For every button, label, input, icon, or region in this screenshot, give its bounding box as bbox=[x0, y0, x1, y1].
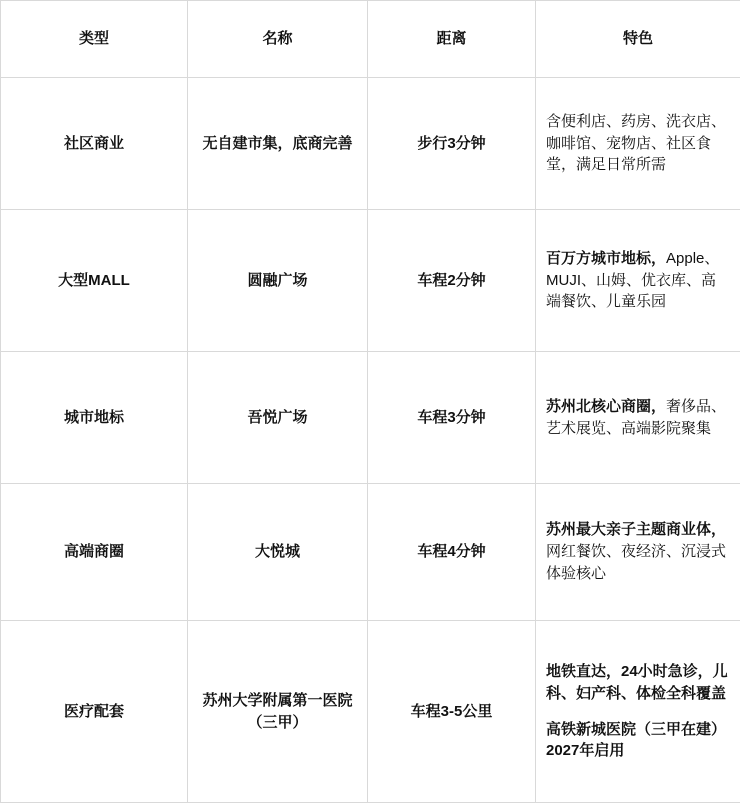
feature-rest: 含便利店、药房、洗衣店、咖啡馆、宠物店、社区食堂，满足日常所需 bbox=[546, 113, 726, 174]
feature-lead: 百万方城市地标， bbox=[546, 250, 666, 267]
feature-rest: 网红餐饮、夜经济、沉浸式体验核心 bbox=[546, 543, 726, 582]
table-body bbox=[1, 78, 740, 803]
cell-feature bbox=[536, 352, 740, 484]
feature-line bbox=[546, 248, 730, 313]
cell-type: 高端商圈 bbox=[1, 484, 188, 621]
table-header bbox=[1, 1, 740, 78]
cell-feature bbox=[536, 210, 740, 352]
cell-distance: 步行3分钟 bbox=[368, 78, 536, 210]
cell-distance: 车程3分钟 bbox=[368, 352, 536, 484]
cell-distance: 车程4分钟 bbox=[368, 484, 536, 621]
feature-line bbox=[546, 519, 730, 584]
column-header-distance: 距离 bbox=[368, 1, 536, 78]
cell-name: 圆融广场 bbox=[188, 210, 368, 352]
column-header-feature: 特色 bbox=[536, 1, 740, 78]
cell-type: 社区商业 bbox=[1, 78, 188, 210]
cell-name: 苏州大学附属第一医院（三甲） bbox=[188, 621, 368, 803]
feature-rest: Apple、MUJI、山姆、优衣库、高端餐饮、儿童乐园 bbox=[546, 250, 719, 311]
cell-type: 医疗配套 bbox=[1, 621, 188, 803]
feature-extra-line: 高铁新城医院（三甲在建）2027年启用 bbox=[546, 719, 730, 763]
table-row bbox=[1, 210, 740, 352]
column-header-name: 名称 bbox=[188, 1, 368, 78]
feature-lead: 苏州北核心商圈， bbox=[546, 398, 666, 415]
table-row bbox=[1, 352, 740, 484]
feature-lead: 苏州最大亲子主题商业体， bbox=[546, 521, 726, 538]
table-row bbox=[1, 484, 740, 621]
feature-line bbox=[546, 111, 730, 176]
column-header-type: 类型 bbox=[1, 1, 188, 78]
cell-type: 城市地标 bbox=[1, 352, 188, 484]
cell-name: 吾悦广场 bbox=[188, 352, 368, 484]
table-row bbox=[1, 78, 740, 210]
table-row bbox=[1, 621, 740, 803]
cell-distance: 车程3-5公里 bbox=[368, 621, 536, 803]
feature-lead: 地铁直达，24小时急诊，儿科、妇产科、体检全科覆盖 bbox=[546, 663, 728, 702]
cell-name: 大悦城 bbox=[188, 484, 368, 621]
cell-feature bbox=[536, 78, 740, 210]
feature-line bbox=[546, 661, 730, 705]
feature-line bbox=[546, 396, 730, 440]
feature-rest: 奢侈品、艺术展览、高端影院聚集 bbox=[546, 398, 726, 437]
cell-feature bbox=[536, 621, 740, 803]
header-row bbox=[1, 1, 740, 78]
cell-feature bbox=[536, 484, 740, 621]
cell-distance: 车程2分钟 bbox=[368, 210, 536, 352]
cell-name: 无自建市集，底商完善 bbox=[188, 78, 368, 210]
cell-type: 大型MALL bbox=[1, 210, 188, 352]
